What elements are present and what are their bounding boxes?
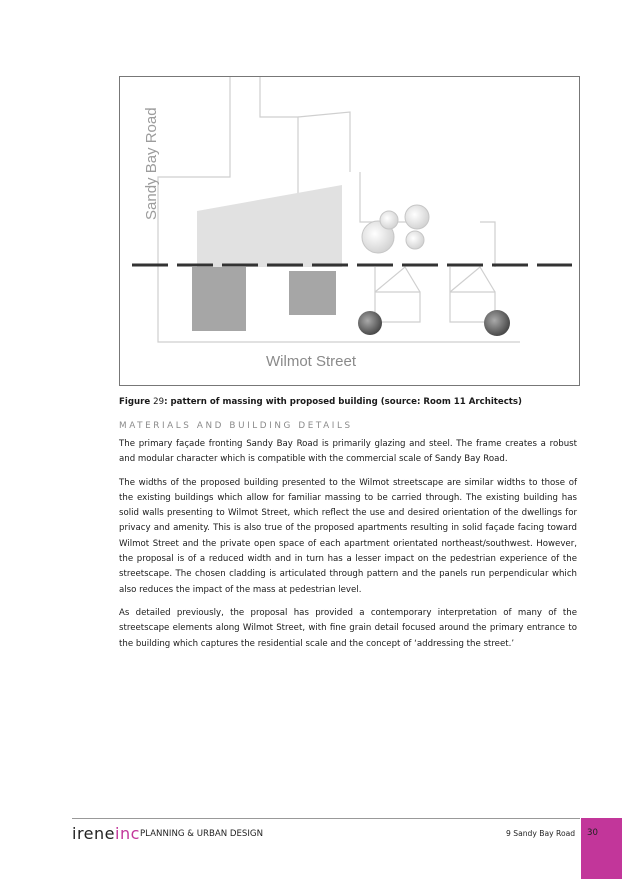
page-number: 30 <box>587 828 598 838</box>
existing-building-mass-right <box>289 271 336 315</box>
body-text <box>119 437 577 660</box>
paragraph: The widths of the proposed building presented to the Wilmot streetscape are similar widths to those of the existing buildings which allow for familiar massing to be carried through. The existing building has solid walls presenting to Wilmot Street, which reflect the use and desired orientation of the dwellings for privacy and amenity. This is also true of the proposed apartments resulting in solid façade facing toward Wilmot Street and the private open space of each apartment orientated northeast/southwest. However, the proposal is of a reduced width and in turn has a lesser impact on the pedestrian experience of the streetscape. The chosen cladding is articulated through pattern and the panels run perpendicular which also reduces the impact of the mass at pedestrian level. <box>119 477 577 595</box>
caption-text: : pattern of massing with proposed building (source: Room 11 Architects) <box>164 397 522 407</box>
figure-caption <box>119 397 589 407</box>
existing-building-mass-left <box>192 267 246 331</box>
caption-number: 29 <box>153 397 165 407</box>
massing-figure <box>119 76 580 386</box>
street-label: Wilmot Street <box>266 353 357 370</box>
massing-diagram <box>120 77 581 387</box>
dark-tree-right <box>484 310 510 336</box>
paragraph: The primary façade fronting Sandy Bay Road is primarily glazing and steel. The frame creates a robust and modular character which is compatible with the commercial scale of Sandy Bay Road. <box>119 439 577 465</box>
road-label: Sandy Bay Road <box>143 107 160 220</box>
brand-accent: inc <box>115 824 140 843</box>
caption-prefix: Figure <box>119 397 154 407</box>
section-heading: MATERIALS AND BUILDING DETAILS <box>119 421 353 431</box>
footer-divider <box>72 818 580 819</box>
brand-logo <box>72 824 140 843</box>
dark-tree-left <box>358 311 382 335</box>
brand-main: irene <box>72 824 115 843</box>
paragraph: As detailed previously, the proposal has provided a contemporary interpretation of many of the streetscape elements along Wilmot Street, with fine grain detail focused around the primary entrance to the building which captures the residential scale and the concept of ‘addressing the street.’ <box>119 607 577 649</box>
brand-subtitle: PLANNING & URBAN DESIGN <box>140 829 264 839</box>
light-trees <box>362 205 429 253</box>
proposed-building-mass <box>197 185 342 267</box>
document-title: 9 Sandy Bay Road <box>506 829 576 838</box>
